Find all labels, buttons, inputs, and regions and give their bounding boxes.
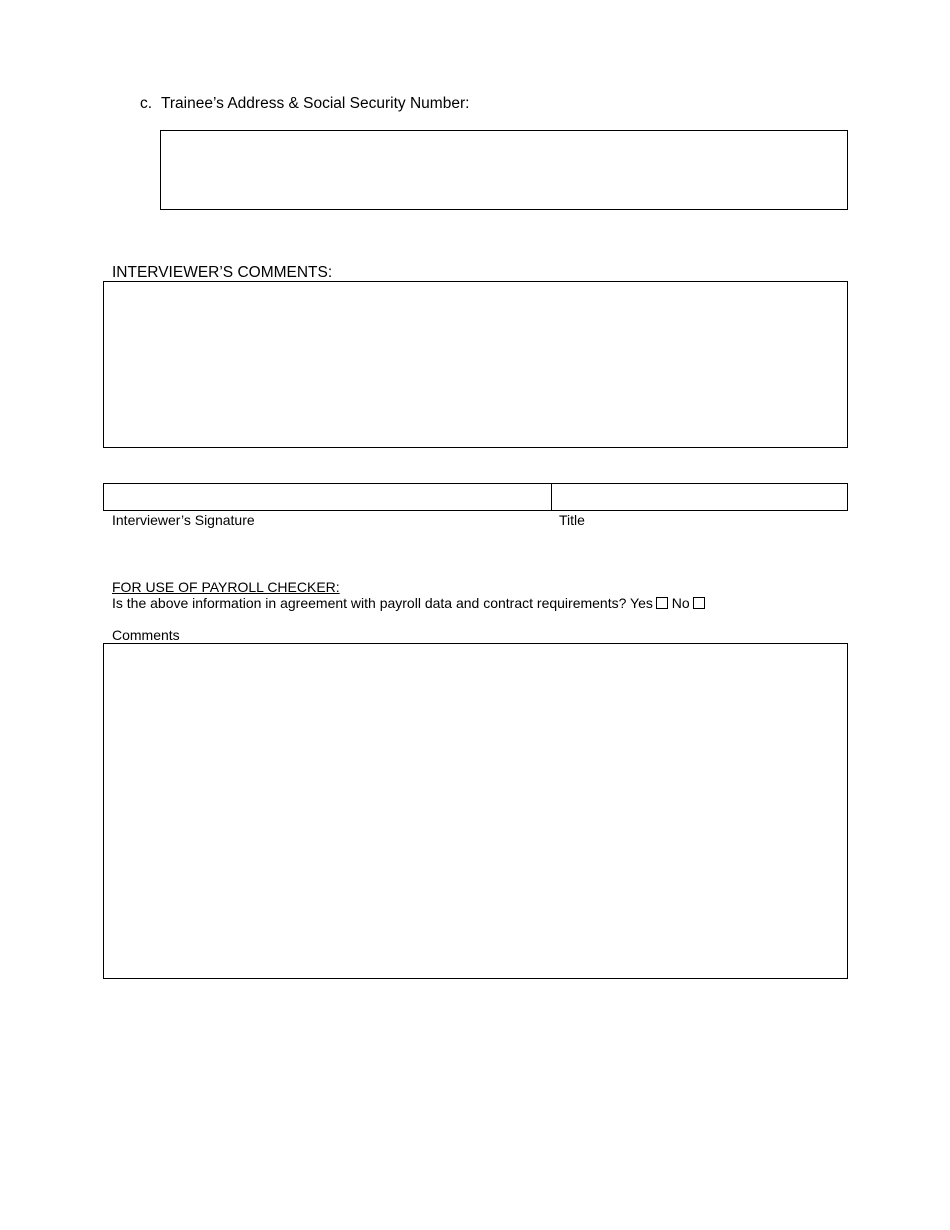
yes-label: Yes bbox=[630, 595, 653, 611]
no-label: No bbox=[671, 595, 690, 611]
interviewer-signature-label: Interviewer’s Signature bbox=[112, 512, 255, 528]
payroll-checker-heading: FOR USE OF PAYROLL CHECKER: bbox=[112, 579, 340, 595]
interviewer-comments-heading: INTERVIEWER’S COMMENTS: bbox=[112, 264, 333, 281]
payroll-question: Is the above information in agreement with payroll data and contract requirements? bbox=[112, 595, 627, 611]
comments-label: Comments bbox=[112, 627, 180, 643]
trainee-address-field[interactable] bbox=[160, 130, 848, 210]
trainee-address-label: Trainee’s Address & Social Security Number: bbox=[161, 95, 470, 112]
section-c-marker: c. bbox=[140, 95, 153, 112]
interviewer-comments-field[interactable] bbox=[103, 281, 848, 448]
payroll-question-line bbox=[112, 595, 705, 611]
payroll-comments-field[interactable] bbox=[103, 643, 848, 979]
no-checkbox[interactable] bbox=[693, 597, 705, 609]
interviewer-title-label: Title bbox=[559, 512, 585, 528]
interviewer-title-field[interactable] bbox=[551, 483, 848, 511]
yes-checkbox[interactable] bbox=[656, 597, 668, 609]
interviewer-signature-field[interactable] bbox=[103, 483, 553, 511]
